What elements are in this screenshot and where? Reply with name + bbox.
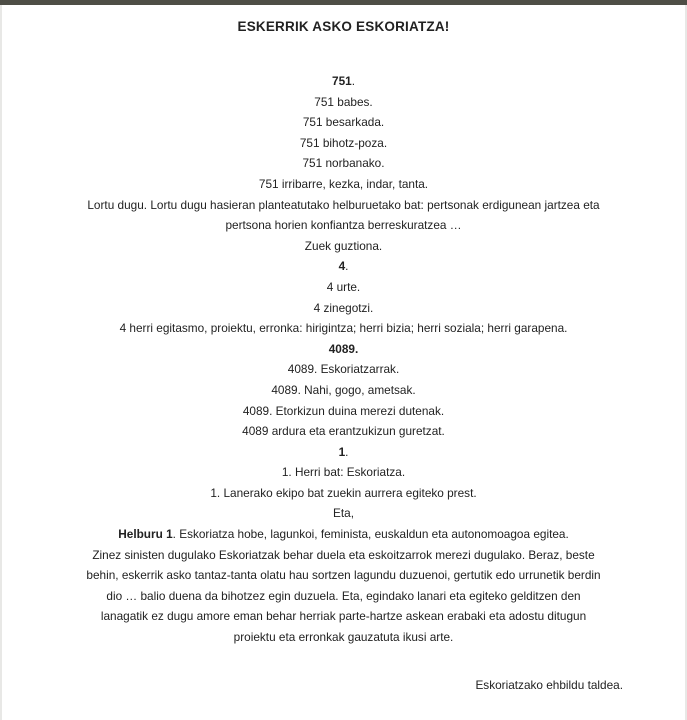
doc-line: Helburu 1. Eskoriatza hobe, lagunkoi, feminista, euskaldun eta autonomoagoa egitea.: [118, 527, 569, 542]
doc-line: 4089. Etorkizun duina merezi dutenak.: [242, 403, 445, 418]
doc-line-bold-prefix: 4: [338, 259, 346, 274]
doc-line-bold-prefix: 751: [332, 74, 352, 88]
doc-body: [2, 71, 685, 648]
doc-line: proiektu eta erronkak gauzatuta ikusi arte.: [233, 630, 454, 645]
doc-line: behin, eskerrik asko tantaz-tanta olatu hau sortzen lagundu duzuenoi, gertutik edo urrunetik berdin: [86, 568, 601, 583]
doc-line: 4 urte.: [326, 279, 361, 294]
doc-line-bold-prefix: 1: [338, 444, 346, 459]
doc-line: 1. Herri bat: Eskoriatza.: [281, 465, 406, 480]
signature-line: Eskoriatzako ehbildu taldea.: [475, 677, 623, 692]
doc-line: [55, 339, 632, 360]
doc-line: 751 babes.: [314, 94, 373, 109]
doc-line: 4 herri egitasmo, proiektu, erronka: hirigintza; herri bizia; herri soziala; herri garapena.: [119, 321, 568, 336]
document-page: [2, 5, 685, 720]
doc-line: pertsona horien konfiantza berreskuratzea …: [225, 218, 462, 233]
doc-line: 1.: [338, 444, 349, 459]
doc-line: 751.: [332, 74, 355, 88]
doc-line: 751 bihotz-poza.: [299, 135, 388, 150]
doc-line: 4089 ardura eta erantzukizun guretzat.: [242, 424, 445, 439]
doc-line: lanagatik ez dugu amore eman behar herriak parte-hartze askean erabaki eta adostu ditugun: [100, 609, 587, 624]
page-title: ESKERRIK ASKO ESKORIATZA!: [237, 19, 450, 34]
doc-line-bold-prefix: 4089.: [328, 341, 359, 356]
doc-line: Zinez sinisten dugulako Eskoriatzak behar duela eta eskoitzarrok merezi dugulako. Beraz, beste: [92, 547, 595, 562]
doc-line: 4.: [338, 259, 349, 274]
doc-line-bold-prefix: Helburu 1: [118, 527, 173, 542]
doc-line: dio … balio duena da bihotzez egin duzuela. Eta, egindako lanari eta egiteko gelditzen den: [106, 588, 581, 603]
doc-line: 751 besarkada.: [302, 115, 385, 130]
doc-line: Lortu dugu. Lortu dugu hasieran planteatutako helburuetako bat: pertsonak erdigunean jartzea eta: [87, 197, 600, 212]
doc-line: 4089. Eskoriatzarrak.: [287, 362, 400, 377]
doc-line: 751 irribarre, kezka, indar, tanta.: [258, 176, 429, 191]
doc-line: Zuek guztiona.: [304, 238, 383, 253]
doc-line: 4089. Nahi, gogo, ametsak.: [271, 382, 416, 397]
doc-line: 1. Lanerako ekipo bat zuekin aurrera egiteko prest.: [210, 485, 477, 500]
doc-line: 4 zinegotzi.: [313, 300, 374, 315]
doc-line: 751 norbanako.: [302, 156, 385, 171]
doc-line: Eta,: [333, 506, 354, 521]
